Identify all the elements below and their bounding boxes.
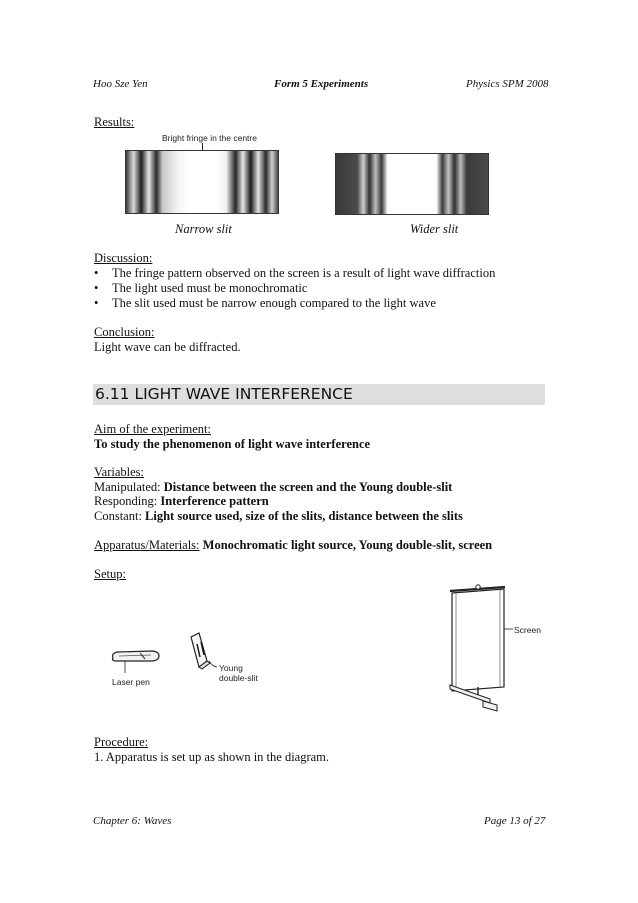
variable-responding (94, 494, 269, 509)
constant-value: Light source used, size of the slits, distance between the slits (145, 509, 463, 523)
double-slit-label-line1: Young (219, 663, 243, 673)
discussion-item (94, 296, 436, 311)
double-slit-label-line2: double-slit (219, 673, 258, 683)
header-subject: Physics SPM 2008 (466, 78, 549, 90)
results-annotation: Bright fringe in the centre (162, 133, 257, 143)
manipulated-value: Distance between the screen and the Young double-slit (163, 480, 453, 494)
narrow-slit-fringe-image (125, 150, 279, 214)
responding-label: Responding: (94, 494, 158, 508)
screen-drawing (450, 585, 513, 711)
manipulated-label: Manipulated: (94, 480, 161, 494)
discussion-item-text: The light used must be monochromatic (112, 281, 308, 295)
wider-slit-caption: Wider slit (410, 222, 459, 236)
bullet-dot: • (94, 296, 99, 310)
setup-diagram (95, 575, 555, 725)
discussion-item (94, 266, 495, 281)
discussion-heading: Discussion: (94, 251, 153, 265)
discussion-item-text: The slit used must be narrow enough compared to the light wave (112, 296, 436, 310)
results-heading: Results: (94, 115, 135, 129)
variables-heading: Variables: (94, 465, 144, 479)
conclusion-heading: Conclusion: (94, 325, 155, 339)
double-slit-drawing (191, 633, 217, 669)
aim-text: To study the phenomenon of light wave interference (94, 437, 371, 451)
responding-value: Interference pattern (160, 494, 269, 508)
aim-heading: Aim of the experiment: (94, 422, 211, 436)
discussion-item (94, 281, 307, 296)
bullet-dot: • (94, 281, 99, 295)
discussion-item-text: The fringe pattern observed on the screen is a result of light wave diffraction (112, 266, 496, 280)
header-author: Hoo Sze Yen (93, 78, 148, 90)
laser-pen-label: Laser pen (112, 677, 150, 687)
setup-heading: Setup: (94, 567, 126, 581)
footer-page: Page 13 of 27 (484, 815, 546, 827)
apparatus-line (94, 538, 492, 553)
footer-chapter: Chapter 6: Waves (93, 815, 172, 827)
header-title: Form 5 Experiments (274, 78, 369, 90)
variable-manipulated (94, 480, 452, 495)
section-title: 6.11 LIGHT WAVE INTERFERENCE (95, 385, 353, 403)
bullet-dot: • (94, 266, 99, 280)
wider-slit-fringe-image (335, 153, 489, 215)
procedure-heading: Procedure: (94, 735, 149, 749)
narrow-slit-caption: Narrow slit (175, 222, 232, 236)
screen-label: Screen (514, 625, 541, 635)
conclusion-text: Light wave can be diffracted. (94, 340, 241, 354)
apparatus-text: Monochromatic light source, Young double-slit, screen (202, 538, 493, 552)
apparatus-heading: Apparatus/Materials: (94, 538, 200, 552)
laser-pen-drawing (113, 651, 160, 673)
constant-label: Constant: (94, 509, 142, 523)
variable-constant (94, 509, 463, 524)
procedure-step: 1. Apparatus is set up as shown in the diagram. (94, 750, 330, 764)
